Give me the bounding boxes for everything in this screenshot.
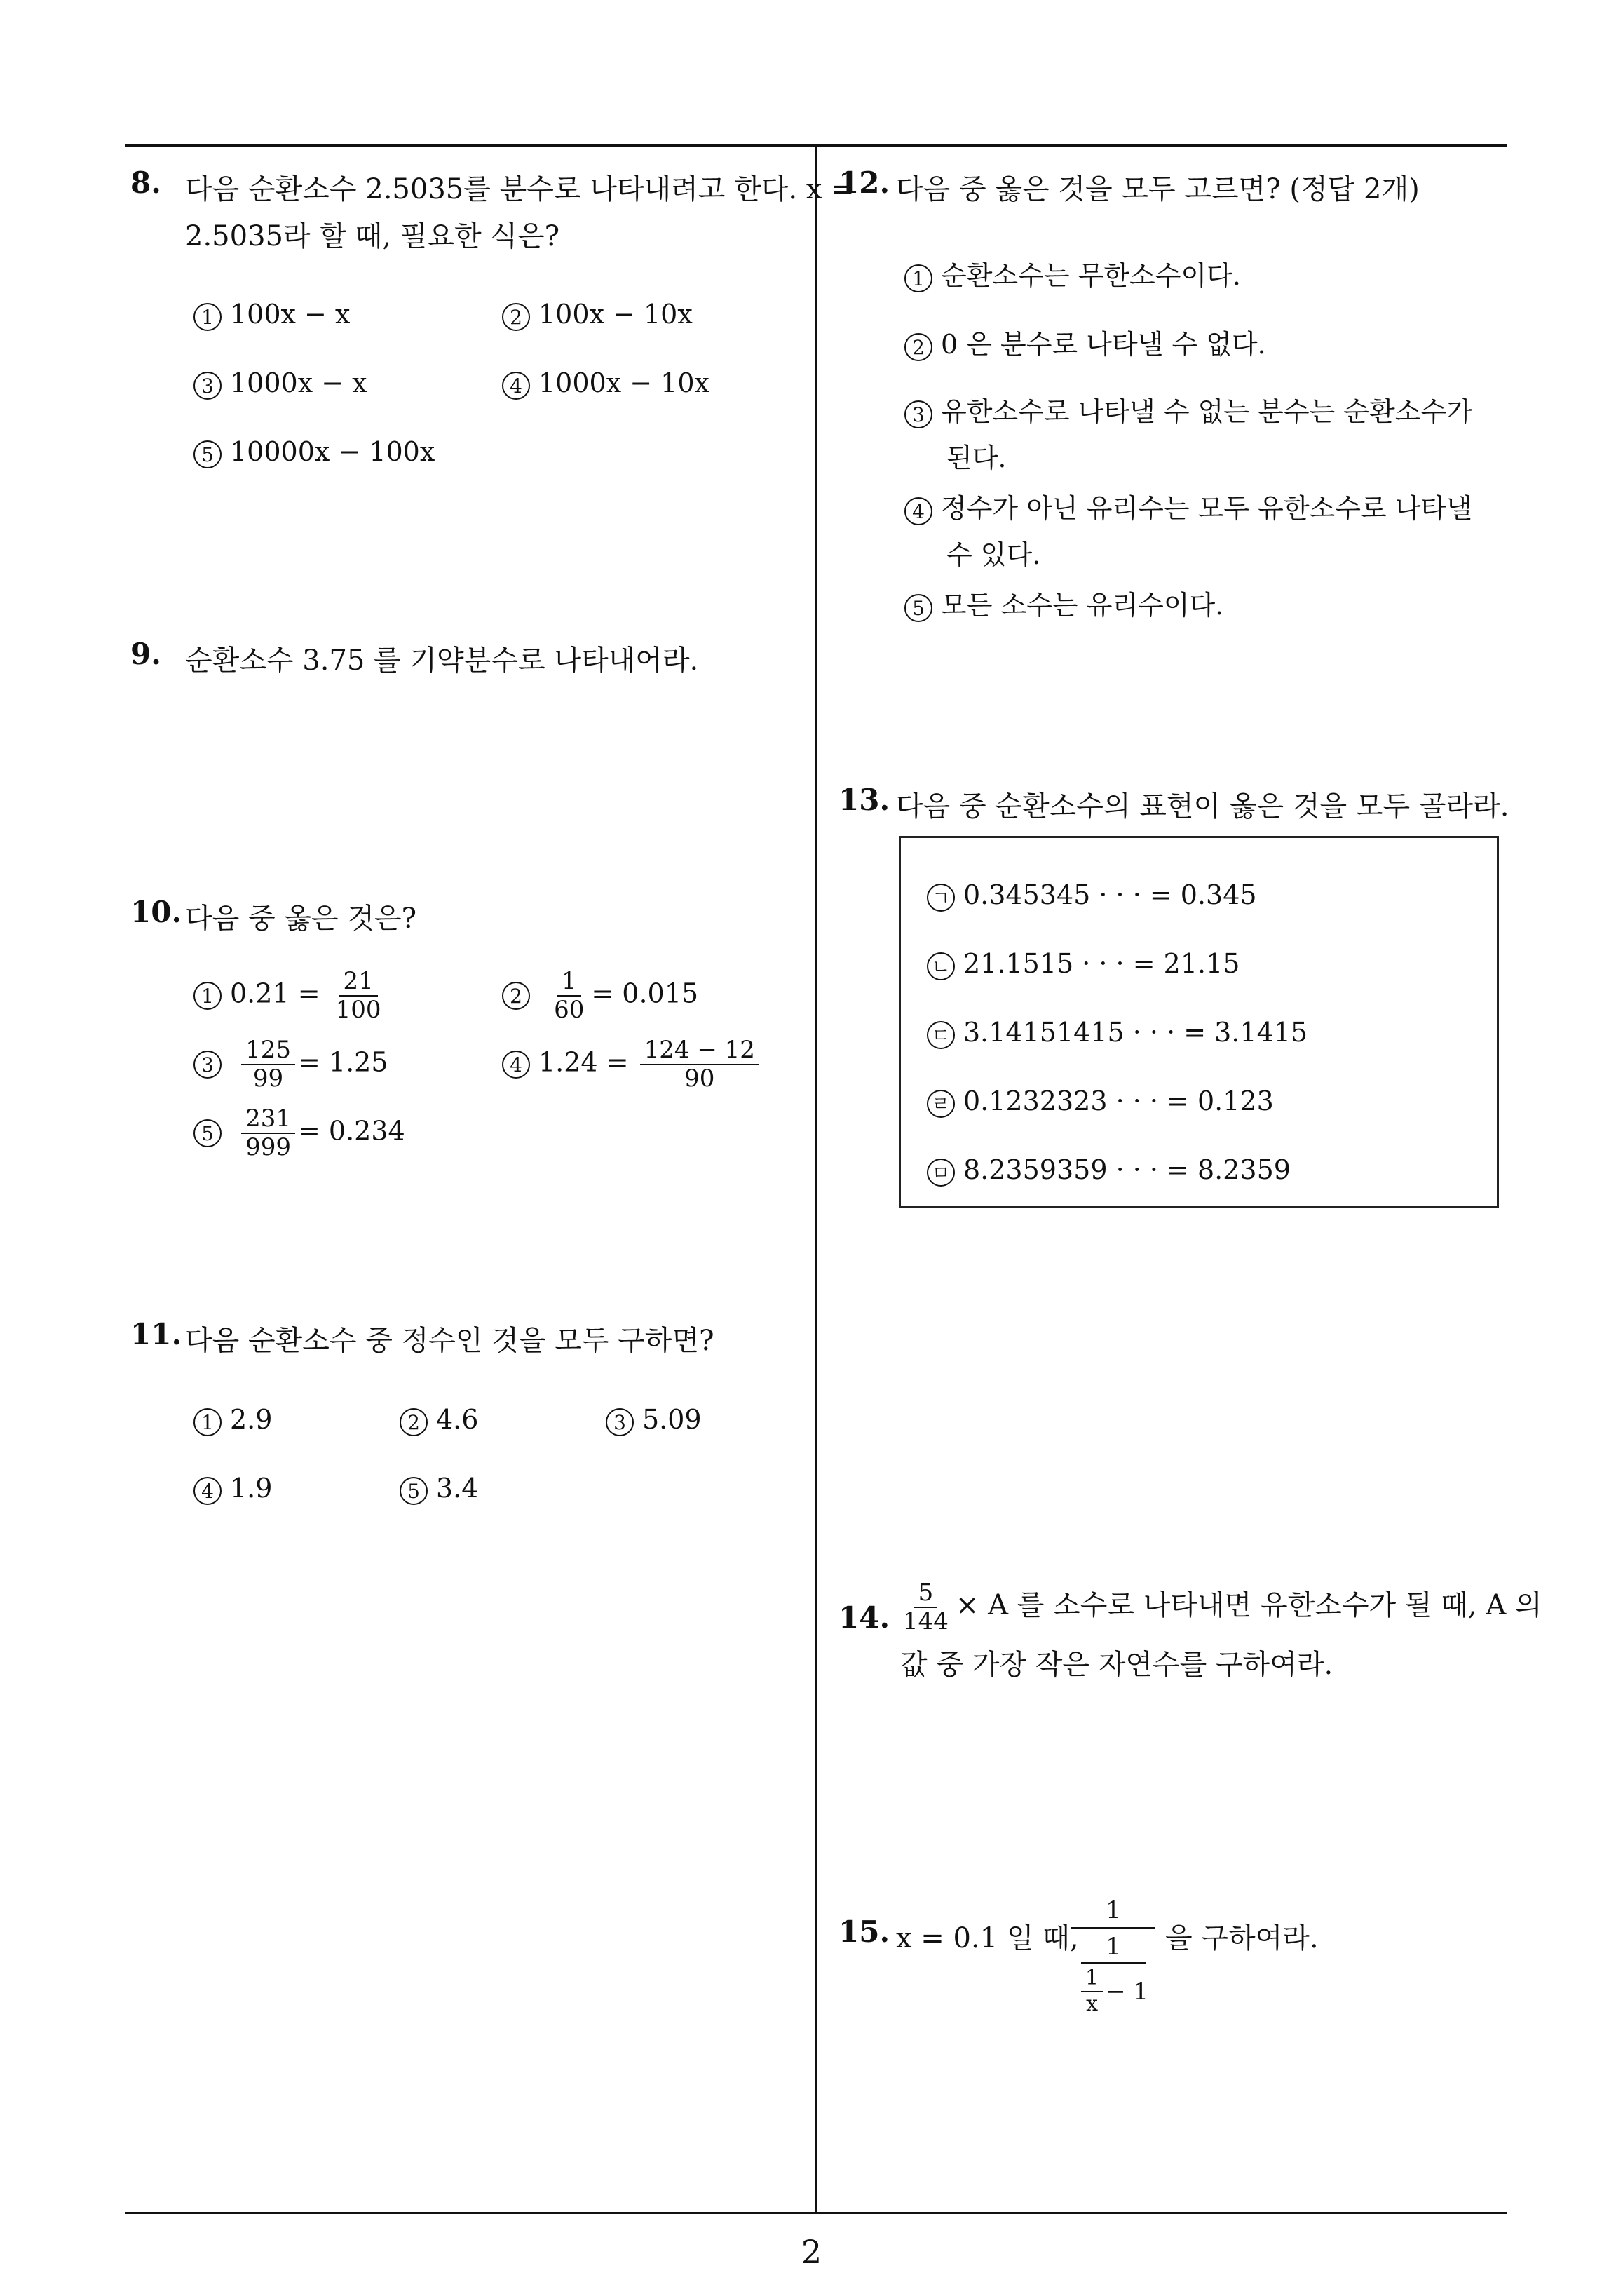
option-rhs: = 0.234 [298, 1115, 405, 1147]
numerator: 5 [914, 1579, 938, 1608]
q13-item-3[interactable] [927, 1017, 1308, 1049]
option-lhs: 0.21 = [230, 978, 320, 1009]
option-marker: 4 [502, 372, 530, 400]
q12-option-4[interactable] [904, 487, 1472, 525]
q12-option-2[interactable] [904, 323, 1266, 361]
option-marker: 3 [606, 1408, 634, 1436]
option-marker: 2 [400, 1408, 428, 1436]
minus-one: − 1 [1106, 1977, 1149, 2006]
option-marker: 1 [904, 264, 932, 292]
option-text: 5.09 [642, 1404, 702, 1435]
question-10-number: 10. [130, 895, 182, 929]
q12-option-5[interactable] [904, 583, 1223, 622]
denominator: 144 [903, 1607, 949, 1636]
question-14-line1 [896, 1579, 1542, 1635]
q15-complex-fraction [1071, 1896, 1155, 2016]
numerator: 21 [339, 968, 377, 997]
question-number: 8. [130, 166, 161, 200]
item-marker: ㄷ [927, 1021, 955, 1049]
option-marker: 1 [193, 1408, 222, 1436]
numerator: 1 [557, 968, 581, 997]
question-9-number: 9. [130, 637, 161, 671]
q11-option-1[interactable] [193, 1404, 272, 1436]
fraction [332, 968, 386, 1024]
option-marker: 4 [502, 1051, 530, 1079]
option-marker: 3 [904, 400, 932, 428]
option-marker: 3 [193, 372, 222, 400]
q11-option-5[interactable] [400, 1473, 478, 1505]
item-text: 0.1232323 · · · = 0.123 [963, 1086, 1274, 1116]
question-9-text: 순환소수 3.75 를 기약분수로 나타내어라. [185, 644, 699, 677]
option-marker: 2 [502, 303, 530, 331]
option-text: 순환소수는 무한소수이다. [941, 260, 1241, 291]
option-text: 0 은 분수로 나타낼 수 없다. [941, 329, 1266, 360]
question-15-lhs: x = 0.1 일 때, [896, 1922, 1079, 1954]
option-text: 1000x − x [230, 367, 367, 398]
item-marker: ㄱ [927, 884, 955, 912]
item-marker: ㅁ [927, 1159, 955, 1187]
q13-item-2[interactable] [927, 948, 1240, 980]
denominator: x [1086, 1991, 1098, 2016]
option-marker: 1 [193, 982, 222, 1010]
item-marker: ㄴ [927, 952, 955, 980]
option-marker: 2 [502, 982, 530, 1010]
lower-fraction-denominator [1071, 1966, 1155, 2016]
q8-option-2[interactable] [502, 299, 693, 331]
option-text: 10000x − 100x [230, 436, 435, 467]
question-13-text: 다음 중 순환소수의 표현이 옳은 것을 모두 골라라. [896, 790, 1509, 823]
q12-option-3[interactable] [904, 390, 1472, 428]
q11-option-4[interactable] [193, 1473, 272, 1505]
fraction [899, 1579, 953, 1635]
option-marker: 5 [400, 1477, 428, 1505]
q12-option-4-cont: 수 있다. [946, 539, 1041, 570]
question-15-number: 15. [838, 1915, 890, 1949]
denominator: 90 [684, 1065, 715, 1093]
question-8 [130, 166, 161, 200]
option-marker: 5 [193, 1119, 222, 1147]
numerator: 125 [241, 1036, 295, 1065]
q12-option-1[interactable] [904, 254, 1241, 292]
q10-option-5[interactable] [193, 1105, 405, 1161]
question-8-line1: 다음 순환소수 2.5035를 분수로 나타내려고 한다. x = [185, 173, 855, 205]
option-text: 100x − 10x [538, 299, 693, 330]
option-text: 3.4 [436, 1473, 479, 1504]
option-marker: 1 [193, 303, 222, 331]
question-11-number: 11. [130, 1317, 182, 1351]
denominator: 60 [554, 996, 585, 1025]
denominator: 99 [252, 1065, 284, 1093]
question-10-text: 다음 중 옳은 것은? [185, 903, 417, 935]
fraction [550, 968, 588, 1024]
q13-item-4[interactable] [927, 1086, 1274, 1118]
q8-option-4[interactable] [502, 367, 709, 400]
question-12-number: 12. [838, 166, 890, 200]
question-13-number: 13. [838, 783, 890, 817]
option-text: 1000x − 10x [538, 367, 709, 398]
option-text: 모든 소수는 유리수이다. [941, 590, 1224, 621]
option-rhs: = 0.015 [591, 978, 699, 1009]
fraction [640, 1036, 759, 1093]
inner-fraction [1081, 1966, 1103, 2016]
top-numerator: 1 [1071, 1896, 1155, 1929]
fraction [241, 1105, 295, 1161]
page-number: 2 [801, 2233, 822, 2271]
numerator: 1 [1081, 1966, 1103, 1992]
option-marker: 4 [904, 497, 932, 525]
option-text: 정수가 아닌 유리수는 모두 유한소수로 나타낼 [941, 493, 1472, 524]
option-rhs: = 1.25 [298, 1046, 388, 1078]
q11-option-2[interactable] [400, 1404, 478, 1436]
option-text: 유한소수로 나타낼 수 없는 분수는 순환소수가 [941, 396, 1472, 427]
q10-option-2[interactable] [502, 968, 698, 1024]
item-text: 3.14151415 · · · = 3.1415 [963, 1017, 1308, 1048]
question-12-text: 다음 중 옳은 것을 모두 고르면? (정답 2개) [896, 173, 1420, 205]
numerator: 231 [241, 1105, 295, 1134]
q8-option-3[interactable] [193, 367, 367, 400]
bottom-rule [125, 2212, 1507, 2214]
question-14-number: 14. [838, 1600, 890, 1635]
question-14-text: × A 를 소수로 나타내면 유한소수가 될 때, A 의 [955, 1589, 1542, 1622]
option-lhs: 1.24 = [538, 1046, 629, 1078]
option-text: 1.9 [230, 1473, 273, 1504]
item-text: 0.345345 · · · = 0.345 [963, 879, 1257, 910]
q12-option-3-cont: 된다. [946, 443, 1007, 473]
lower-fraction-numerator: 1 [1081, 1933, 1146, 1964]
option-marker: 4 [193, 1477, 222, 1505]
question-14-line2: 값 중 가장 작은 자연수를 구하여라. [900, 1649, 1333, 1681]
item-text: 8.2359359 · · · = 8.2359 [963, 1154, 1291, 1185]
fraction [241, 1036, 295, 1093]
q10-option-3[interactable] [193, 1036, 388, 1093]
numerator: 124 − 12 [640, 1036, 759, 1065]
option-text: 100x − x [230, 299, 351, 330]
q10-option-1[interactable] [193, 968, 388, 1024]
question-8-line2: 2.5035라 할 때, 필요한 식은? [185, 220, 560, 252]
item-text: 21.1515 · · · = 21.15 [963, 948, 1240, 979]
q8-option-5[interactable] [193, 436, 435, 468]
q8-option-1[interactable] [193, 299, 350, 331]
q13-item-1[interactable] [927, 879, 1257, 912]
option-marker: 5 [904, 594, 932, 622]
option-marker: 2 [904, 333, 932, 361]
option-text: 4.6 [436, 1404, 479, 1435]
question-15-rhs: 을 구하여라. [1165, 1922, 1319, 1954]
question-11-text: 다음 순환소수 중 정수인 것을 모두 구하면? [185, 1325, 714, 1357]
item-marker: ㄹ [927, 1090, 955, 1118]
denominator: 999 [245, 1133, 291, 1162]
option-text: 2.9 [230, 1404, 273, 1435]
option-marker: 3 [193, 1051, 222, 1079]
q11-option-3[interactable] [606, 1404, 702, 1436]
q10-option-4[interactable] [502, 1036, 762, 1093]
denominator: 100 [335, 996, 381, 1025]
q13-item-5[interactable] [927, 1154, 1291, 1187]
column-divider [815, 144, 817, 2213]
option-marker: 5 [193, 440, 222, 468]
